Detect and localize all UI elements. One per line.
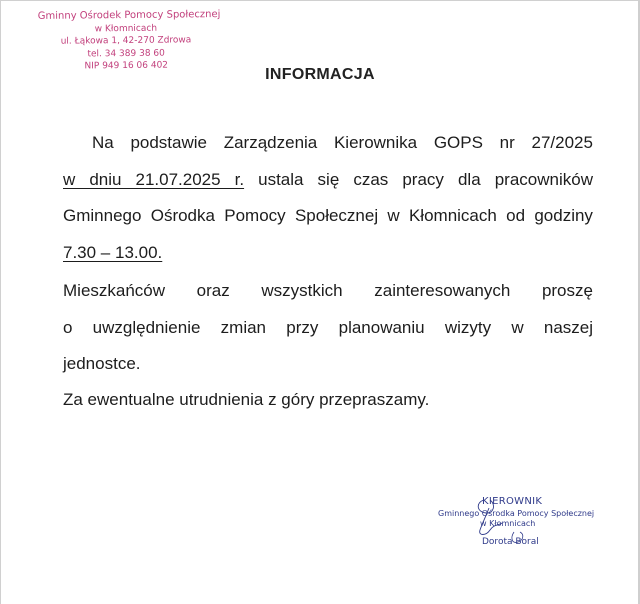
word: Na [92,133,114,152]
word: ustala [258,169,304,189]
word: Zarządzenia [223,133,318,152]
text-line [63,317,593,354]
stamp-place: w Kłomnicach [94,23,158,34]
word: czas [353,169,389,189]
text-line [63,280,593,317]
institution-stamp [37,9,221,73]
word: w naszej [511,317,594,337]
text-line [63,169,593,206]
word: Pomocy [224,206,286,225]
word: Ośrodka [150,206,215,225]
scan-edge-left [0,0,1,604]
word: podstawie [130,133,207,152]
stamp-nip: NIP 949 16 06 402 [84,60,169,72]
word: w [387,206,400,225]
effective-date: w dniu 21.07.2025 r. [63,169,245,189]
paragraph-announcement [63,132,593,278]
word: Mieszkańców [63,281,166,300]
word: się [317,169,340,189]
word: zainteresowanych [374,281,511,300]
word: oraz [196,281,230,300]
word: planowaniu [338,317,425,337]
word: wizyty [444,317,492,337]
scan-edge-top [0,0,640,1]
word: dla [457,169,481,189]
word: pracy [402,169,444,189]
word: godziny [534,206,593,225]
word: Kierownika [333,133,418,152]
word: nr [499,133,515,152]
paragraph-request [63,280,593,390]
document-title: INFORMACJA [265,66,375,83]
signature-icon [432,496,595,556]
word: Kłomnicach [408,206,497,225]
stamp-address: ul. Łąkowa 1, 42-270 Zdrowa [60,35,192,47]
working-hours: 7.30 – 13.00. [63,242,163,262]
text-line [63,242,593,279]
word: GOPS [433,133,483,152]
stamp-org: Gminnego Ośrodka Pomocy Społecznej [438,509,595,518]
signatory-name: Dorota Boral [482,537,539,547]
director-stamp-signature [432,496,595,556]
text-line: Za ewentualne utrudnienia z góry przepraszamy. [63,390,430,409]
stamp-place: w Kłomnicach [480,519,536,528]
stamp-org-name: Gminny Ośrodek Pomocy Społecznej [37,9,221,22]
word: o uwzględnienie [63,317,201,337]
paragraph-apology [63,389,593,426]
text-line: jednostce. [63,354,141,373]
text-line [63,205,593,242]
stamp-heading: KIEROWNIK [482,496,543,507]
word: 27/2025 [531,133,593,152]
word: proszę [541,281,593,300]
word: zmian [220,317,267,337]
word: przy [286,317,319,337]
word: pracowników [494,169,593,189]
stamp-phone: tel. 34 389 38 60 [87,48,165,59]
word: Społecznej [294,206,379,225]
word: od [506,206,526,225]
word: wszystkich [261,281,343,300]
text-line [63,132,593,169]
word: Gminnego [63,206,142,225]
